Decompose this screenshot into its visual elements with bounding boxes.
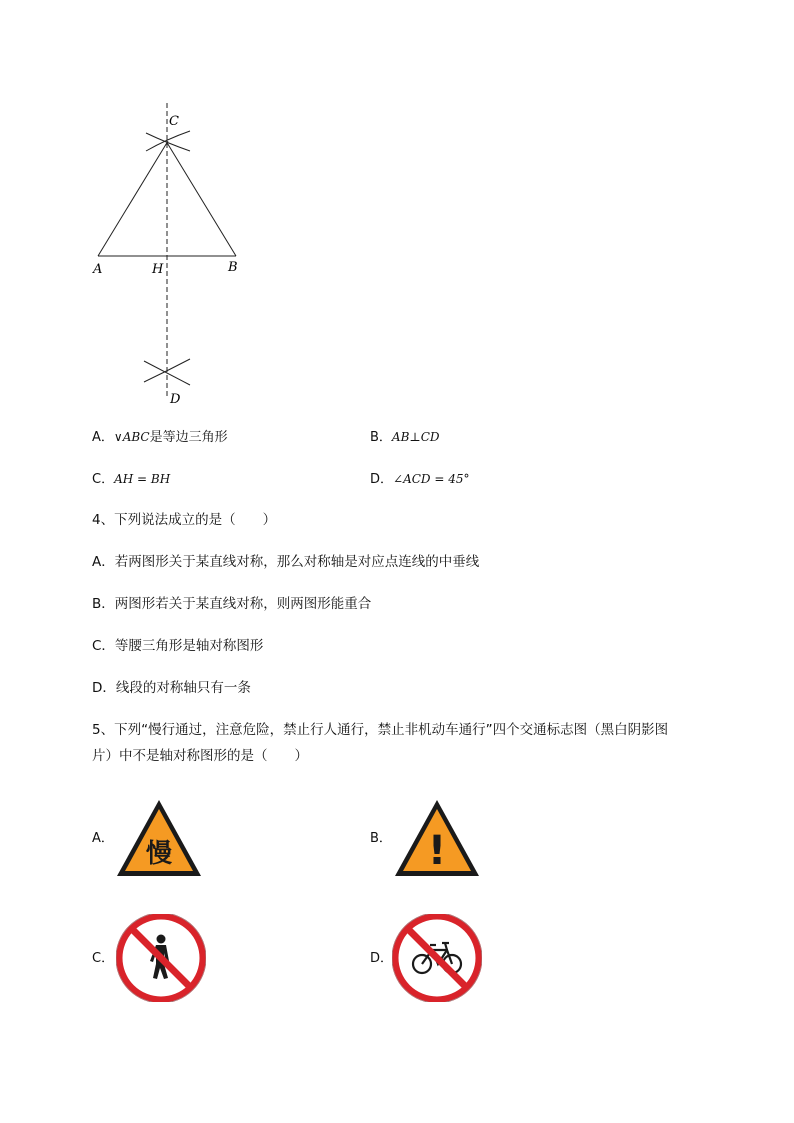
q3-option-a-prefix: A． (92, 430, 114, 445)
q4-option-c: C．等腰三角形是轴对称图形 (92, 638, 264, 654)
arc-mark-d-1 (144, 361, 190, 385)
label-b: B (228, 260, 238, 275)
q3-option-d-math: ∠ACD = 45° (393, 472, 470, 486)
q3-option-c-math: AH = BH (114, 472, 171, 486)
danger-sign-exclamation: ! (427, 828, 447, 874)
triangle-construction-figure (80, 95, 280, 415)
q3-option-d (370, 470, 470, 489)
label-a: A (93, 262, 103, 277)
q3-option-c-prefix: C． (92, 472, 115, 487)
q5-option-a-prefix: A． (92, 831, 114, 846)
label-d: D (170, 392, 181, 407)
slow-warning-sign-icon (115, 798, 203, 878)
label-h: H (152, 262, 164, 277)
no-pedestrians-sign-icon (116, 914, 206, 1002)
q3-option-b (370, 428, 440, 447)
q5-option-b-prefix: B． (370, 831, 392, 846)
q4-option-a: A．若两图形关于某直线对称，那么对称轴是对应点连线的中垂线 (92, 554, 480, 570)
q3-option-d-prefix: D． (370, 472, 394, 487)
q3-option-a-math: ∨ABC (113, 430, 150, 444)
q4-option-b: B．两图形若关于某直线对称，则两图形能重合 (92, 596, 372, 612)
q3-option-b-prefix: B． (370, 430, 392, 445)
side-ac (98, 141, 168, 256)
q4-stem: 4、下列说法成立的是（ ） (92, 512, 277, 528)
arc-mark-c-1 (146, 133, 190, 151)
q3-option-a (92, 428, 228, 447)
danger-warning-sign-icon (393, 798, 481, 878)
q3-option-c (92, 470, 170, 489)
q4-option-d: D．线段的对称轴只有一条 (92, 680, 251, 696)
q5-option-c-prefix: C． (92, 951, 115, 966)
q3-option-b-math: AB⊥CD (391, 430, 440, 444)
q5-stem-line2: 片）中不是轴对称图形的是（ ） (92, 748, 308, 764)
label-c: C (169, 114, 179, 129)
q3-option-a-text: 是等边三角形 (149, 430, 228, 445)
q5-option-d-prefix: D． (370, 951, 394, 966)
no-bicycles-sign-icon (392, 914, 482, 1002)
slow-sign-character: 慢 (145, 839, 173, 869)
q5-stem-line1: 5、下列“慢行通过，注意危险，禁止行人通行，禁止非机动车通行”四个交通标志图（黑白阴影图 (92, 722, 669, 738)
side-bc (166, 141, 236, 256)
